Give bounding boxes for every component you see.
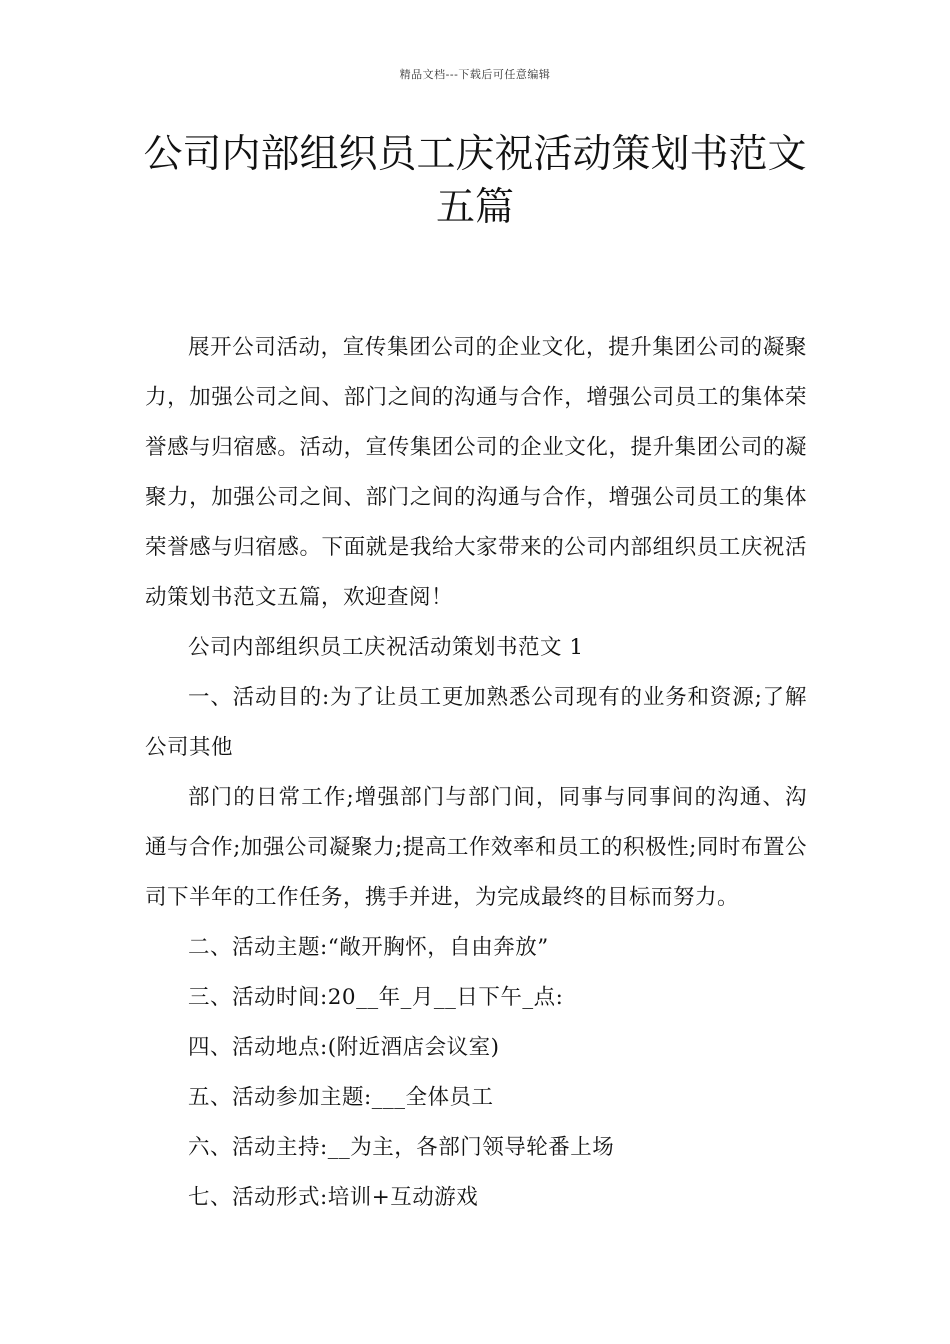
document-title: 公司内部组织员工庆祝活动策划书范文五篇 [143,132,807,230]
item-location: 四、活动地点:(附近酒店会议室) [188,1035,500,1060]
item-format: 七、活动形式:培训+互动游戏 [188,1185,479,1210]
item-host: 六、活动主持:__为主，各部门领导轮番上场 [188,1135,615,1160]
document-body [145,323,807,1223]
item-theme: 二、活动主题:“敞开胸怀，自由奔放” [188,935,549,960]
section-heading: 公司内部组织员工庆祝活动策划书范文 1 [188,635,584,660]
item-purpose-continued: 部门的日常工作;增强部门与部门间，同事与同事间的沟通、沟通与合作;加强公司凝聚力;提高工作效率和员工的积极性;同时布置公司下半年的工作任务，携手并进，为完成最终的目标而努力。 [145,785,807,910]
item-purpose: 一、活动目的:为了让员工更加熟悉公司现有的业务和资源;了解公司其他 [145,685,807,760]
header-note: 精品文档---下载后可任意编辑 [399,68,551,81]
item-participants: 五、活动参加主题:___全体员工 [188,1085,494,1110]
item-time: 三、活动时间:20__年_月__日下午_点: [188,985,564,1010]
intro-paragraph: 展开公司活动，宣传集团公司的企业文化，提升集团公司的凝聚力，加强公司之间、部门之间的沟通与合作，增强公司员工的集体荣誉感与归宿感。活动，宣传集团公司的企业文化，提升集团公司的凝聚力，加强公司之间、部门之间的沟通与合作，增强公司员工的集体荣誉感与归宿感。下面就是我给大家带来的公司内部组织员工庆祝活动策划书范文五篇，欢迎查阅！ [145,335,807,610]
